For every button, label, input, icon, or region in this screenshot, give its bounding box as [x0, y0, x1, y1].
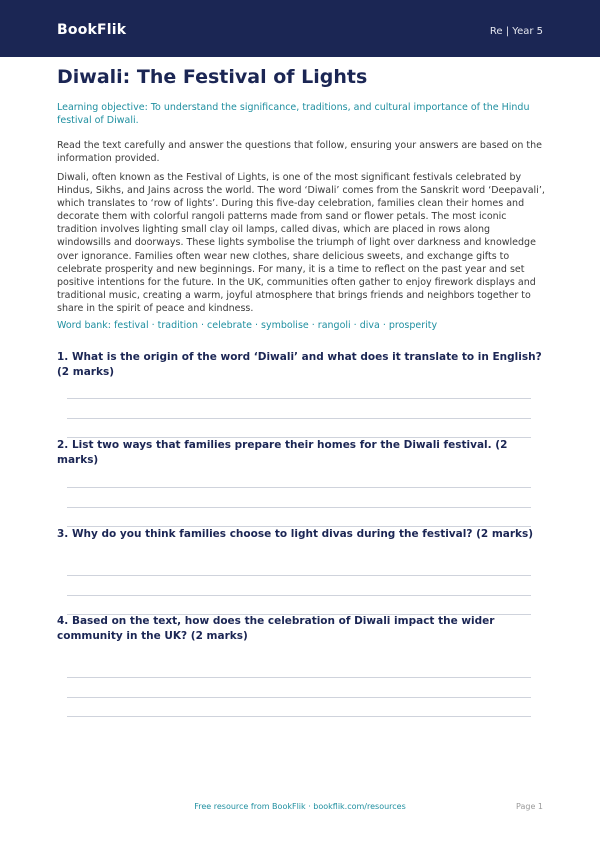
reading-passage: Diwali, often known as the Festival of Lights, is one of the most significant festivals celebrated by Hindus, Sikhs, and Jains across the world. The word ‘Diwali’ comes from the Sanskrit word ‘Deepavali’, which translates to ‘row of lights’. During this five-day celebration, families clean their homes and decorate them with colorful rangoli patterns made from sand or flower petals. The most iconic tradition involves lighting small clay oil lamps, called divas, which are placed in rows along windowsills and doorways. These lights symbolise the triumph of light over darkness and knowledge over ignorance. Families often wear new clothes, share delicious sweets, and exchange gifts to celebrate prosperity and new beginnings. For many, it is a time to reflect on the past year and set positive intentions for the future. In the UK, communities often gather to enjoy firework displays and traditional music, creating a warm, joyful atmosphere that brings friends and neighbors together to share in the spirit of peace and kindness.: [57, 172, 545, 314]
brand-logo-text: BookFlik: [57, 22, 127, 38]
learning-objective: Learning objective: To understand the significance, traditions, and cultural importance of the Hindu festival of Diwali.: [57, 102, 530, 126]
answer-line: [67, 418, 531, 419]
footer-link[interactable]: Free resource from BookFlik · bookflik.com/resources: [194, 802, 406, 811]
answer-line: [67, 575, 531, 576]
question-2: 2. List two ways that families prepare their homes for the Diwali festival. (2 marks): [57, 439, 508, 466]
page-number: Page 1: [516, 802, 543, 811]
answer-line: [67, 487, 531, 488]
subject-year-label: Re | Year 5: [489, 26, 543, 37]
question-1: 1. What is the origin of the word ‘Diwali’ and what does it translate to in English? (2 marks): [57, 351, 542, 378]
page-header: [0, 0, 600, 57]
answer-line: [67, 716, 531, 717]
word-bank: Word bank: festival · tradition · celebrate · symbolise · rangoli · diva · prosperity: [57, 320, 438, 331]
answer-line: [67, 507, 531, 508]
page-title: Diwali: The Festival of Lights: [57, 66, 368, 88]
question-4: 4. Based on the text, how does the celebration of Diwali impact the wider community in the UK? (2 marks): [57, 615, 495, 642]
answer-line: [67, 697, 531, 698]
question-3: 3. Why do you think families choose to light divas during the festival? (2 marks): [57, 528, 534, 540]
answer-line: [67, 677, 531, 678]
instructions-text: Read the text carefully and answer the questions that follow, ensuring your answers are based on the information provided.: [57, 140, 542, 164]
answer-line: [67, 398, 531, 399]
answer-line: [67, 595, 531, 596]
